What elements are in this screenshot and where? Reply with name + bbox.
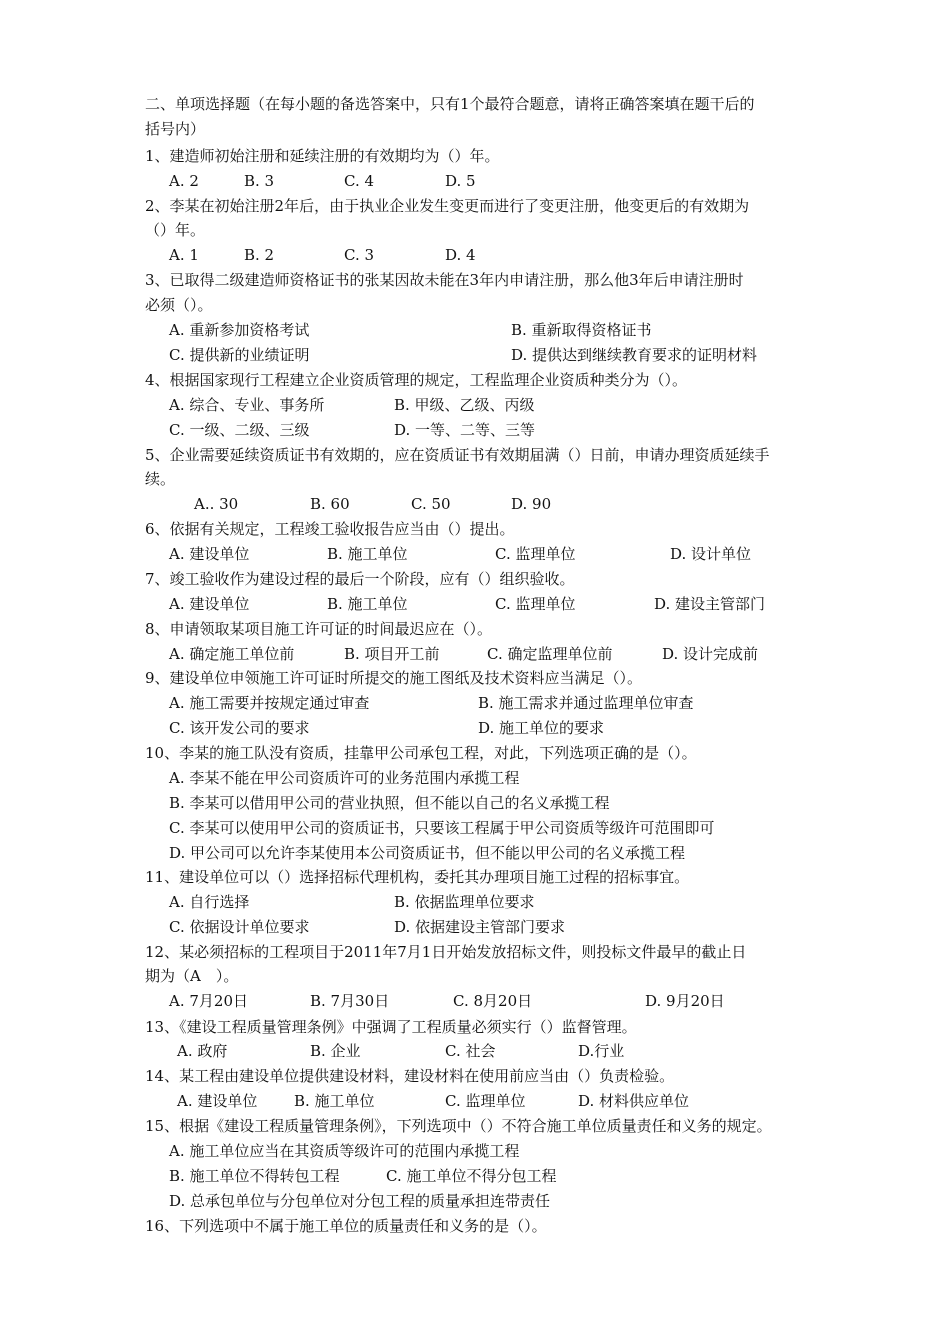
q6-option-b: B. 施工单位: [327, 545, 408, 563]
question-7: 7、竣工验收作为建设过程的最后一个阶段，应有（）组织验收。: [145, 570, 575, 588]
q9-option-c: C. 该开发公司的要求: [169, 719, 310, 737]
q14-option-c: C. 监理单位: [445, 1092, 526, 1110]
q12-option-d: D. 9月20日: [645, 992, 725, 1010]
q4-option-a: A. 综合、专业、事务所: [169, 396, 325, 414]
q5-option-b: B. 60: [310, 495, 350, 513]
q10-option-c: C. 李某可以使用甲公司的资质证书，只要该工程属于甲公司资质等级许可范围即可: [169, 819, 715, 837]
q11-option-d: D. 依据建设主管部门要求: [394, 918, 566, 936]
question-13: 13、《建设工程质量管理条例》中强调了工程质量必须实行（）监督管理。: [145, 1018, 637, 1036]
q14-option-a: A. 建设单位: [177, 1092, 258, 1110]
q15-option-a: A. 施工单位应当在其资质等级许可的范围内承揽工程: [169, 1142, 520, 1160]
question-10: 10、李某的施工队没有资质，挂靠甲公司承包工程，对此，下列选项正确的是（）。: [145, 744, 697, 762]
q8-option-d: D. 设计完成前: [662, 645, 759, 663]
q6-option-c: C. 监理单位: [495, 545, 576, 563]
q8-option-b: B. 项目开工前: [344, 645, 440, 663]
q9-option-b: B. 施工需求并通过监理单位审查: [478, 694, 694, 712]
q12-option-c: C. 8月20日: [453, 992, 533, 1010]
question-1: 1、建造师初始注册和延续注册的有效期均为（）年。: [145, 147, 500, 165]
q5-option-d: D. 90: [511, 495, 552, 513]
q1-option-d: D. 5: [445, 172, 476, 190]
q6-option-d: D. 设计单位: [670, 545, 752, 563]
q2-option-c: C. 3: [344, 246, 375, 264]
q13-option-a: A. 政府: [177, 1042, 228, 1060]
question-9: 9、建设单位申领施工许可证时所提交的施工图纸及技术资料应当满足（）。: [145, 669, 643, 687]
q12-option-a: A. 7月20日: [169, 992, 248, 1010]
question-11: 11、建设单位可以（）选择招标代理机构，委托其办理项目施工过程的招标事宜。: [145, 868, 690, 886]
q14-option-b: B. 施工单位: [294, 1092, 375, 1110]
q8-option-c: C. 确定监理单位前: [487, 645, 613, 663]
q8-option-a: A. 确定施工单位前: [169, 645, 295, 663]
q3-option-a: A. 重新参加资格考试: [169, 321, 310, 339]
q15-option-c: C. 施工单位不得分包工程: [386, 1167, 557, 1185]
section-heading: 二、单项选择题（在每小题的备选答案中，只有1个最符合题意，请将正确答案填在题干后的: [145, 95, 755, 113]
q13-option-c: C. 社会: [445, 1042, 496, 1060]
q10-option-b: B. 李某可以借用甲公司的营业执照，但不能以自己的名义承揽工程: [169, 794, 610, 812]
question-6: 6、依据有关规定，工程竣工验收报告应当由（）提出。: [145, 520, 515, 538]
q10-option-a: A. 李某不能在甲公司资质许可的业务范围内承揽工程: [169, 769, 520, 787]
q7-option-d: D. 建设主管部门: [654, 595, 766, 613]
question-8: 8、申请领取某项目施工许可证的时间最迟应在（）。: [145, 620, 493, 638]
q11-option-a: A. 自行选择: [169, 893, 250, 911]
q3-option-b: B. 重新取得资格证书: [511, 321, 652, 339]
q7-option-b: B. 施工单位: [327, 595, 408, 613]
q1-option-c: C. 4: [344, 172, 375, 190]
question-4: 4、根据国家现行工程建立企业资质管理的规定，工程监理企业资质种类分为（）。: [145, 371, 688, 389]
q5-option-c: C. 50: [411, 495, 451, 513]
q4-option-b: B. 甲级、乙级、丙级: [394, 396, 535, 414]
q4-option-c: C. 一级、二级、三级: [169, 421, 310, 439]
q6-option-a: A. 建设单位: [169, 545, 250, 563]
q7-option-a: A. 建设单位: [169, 595, 250, 613]
q7-option-c: C. 监理单位: [495, 595, 576, 613]
q10-option-d: D. 甲公司可以允许李某使用本公司资质证书，但不能以甲公司的名义承揽工程: [169, 844, 686, 862]
q1-option-b: B. 3: [244, 172, 275, 190]
question-16: 16、下列选项中不属于施工单位的质量责任和义务的是（）。: [145, 1217, 547, 1235]
q1-option-a: A. 2: [169, 172, 199, 190]
q5-option-a: A.. 30: [194, 495, 239, 513]
q12-option-b: B. 7月30日: [310, 992, 390, 1010]
q3-option-c: C. 提供新的业绩证明: [169, 346, 310, 364]
q11-option-b: B. 依据监理单位要求: [394, 893, 535, 911]
q14-option-d: D. 材料供应单位: [578, 1092, 690, 1110]
question-14: 14、某工程由建设单位提供建设材料，建设材料在使用前应当由（）负责检验。: [145, 1067, 675, 1085]
q15-option-b: B. 施工单位不得转包工程: [169, 1167, 340, 1185]
question-12-cont: 期为（A ）。: [145, 967, 239, 985]
question-2-cont: （）年。: [145, 221, 206, 239]
question-12: 12、某必须招标的工程项目于2011年7月1日开始发放招标文件，则投标文件最早的截止日: [145, 943, 747, 961]
question-3-cont: 必须（）。: [145, 296, 213, 314]
q9-option-a: A. 施工需要并按规定通过审查: [169, 694, 370, 712]
q2-option-b: B. 2: [244, 246, 275, 264]
question-5-cont: 续。: [145, 470, 176, 488]
q3-option-d: D. 提供达到继续教育要求的证明材料: [511, 346, 758, 364]
question-5: 5、企业需要延续资质证书有效期的，应在资质证书有效期届满（）日前，申请办理资质延续手: [145, 446, 770, 464]
q2-option-a: A. 1: [169, 246, 199, 264]
question-3: 3、已取得二级建造师资格证书的张某因故未能在3年内申请注册，那么他3年后申请注册时: [145, 271, 744, 289]
section-heading-cont: 括号内）: [145, 120, 206, 138]
q13-option-b: B. 企业: [310, 1042, 361, 1060]
q13-option-d: D.行业: [578, 1042, 625, 1060]
q4-option-d: D. 一等、二等、三等: [394, 421, 536, 439]
q15-option-d: D. 总承包单位与分包单位对分包工程的质量承担连带责任: [169, 1192, 551, 1210]
q2-option-d: D. 4: [445, 246, 476, 264]
q9-option-d: D. 施工单位的要求: [478, 719, 605, 737]
question-2: 2、李某在初始注册2年后，由于执业企业发生变更而进行了变更注册，他变更后的有效期为: [145, 197, 750, 215]
q11-option-c: C. 依据设计单位要求: [169, 918, 310, 936]
question-15: 15、根据《建设工程质量管理条例》，下列选项中（）不符合施工单位质量责任和义务的规定。: [145, 1117, 772, 1135]
